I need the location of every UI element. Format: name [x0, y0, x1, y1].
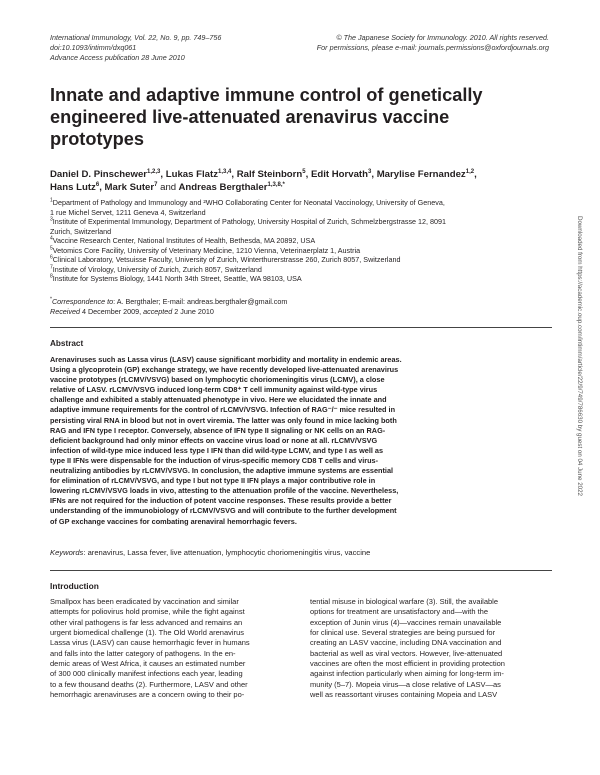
- download-watermark: Downloaded from https://academic.oup.com/intimm/article/22/9/749/786630 by guest on 04 June 2022: [576, 216, 583, 496]
- copyright: © The Japanese Society for Immunology. 2010. All rights reserved.: [336, 33, 549, 42]
- affiliation: $^3$Institute of Experimental Immunology, Department of Pathology, University Hospital of Zurich, Schmelzbergstrasse 12, 8091: [50, 216, 447, 226]
- journal-header-left: [50, 33, 221, 63]
- doi[interactable]: doi:10.1093/intimm/dxq061: [50, 43, 137, 52]
- abstract-body: [50, 355, 555, 527]
- abstract-line: adaptive immune requirements for the control of rLCMV/VSVG. Infection of RAG⁻/⁻ mice resulted in: [50, 405, 396, 415]
- text-line: exception of Junin virus (4)—vaccines remain unavailable: [310, 617, 502, 627]
- text-line: other viral pathogens is far less advanced and remains an: [50, 617, 243, 627]
- text-line: Smallpox has been eradicated by vaccination and similar: [50, 597, 239, 606]
- text-line: well as reassortant viruses containing Mopeia and LASV: [310, 690, 498, 700]
- abstract-line: challenge and exhibited a stably attenuated phenotype in vivo. Here we elucidated the innate and: [50, 395, 387, 405]
- author: Mark Suter$^7$: [104, 181, 158, 193]
- abstract-line: for elimination of rLCMV/VSVG, and type I but not type II IFN plays a major contributive role in: [50, 476, 376, 486]
- text-line: of 300 000 clinically manifest infections each year, leading: [50, 669, 243, 679]
- text-line: to a few thousand deaths (2). Furthermore, LASV and other: [50, 679, 248, 689]
- text-line: options for treatment are unsatisfactory and—with the: [310, 607, 489, 617]
- affiliation: $^8$Institute for Systems Biology, 1441 North 34th Street, Seattle, WA 98103, USA: [50, 273, 302, 283]
- text-line: hemorrhagic arenaviruses are a concern owing to their po-: [50, 690, 245, 700]
- text-line: against infection particularly when aiming for long-term im-: [310, 669, 504, 679]
- received-accepted: Received 4 December 2009, accepted 2 June 2010: [50, 307, 214, 316]
- author: Andreas Bergthaler$^{1,3,8,*}$: [178, 181, 285, 193]
- affiliation-continued: 1 rue Michel Servet, 1211 Geneva 4, Switzerland: [50, 207, 206, 217]
- article-title: Innate and adaptive immune control of genetically engineered live-attenuated arenavirus vaccine prototypes: [50, 85, 483, 149]
- affiliation: $^5$Vetomics Core Facility, University of Veterinary Medicine, 1210 Vienna, Veterinaerplatz 1, Austria: [50, 245, 361, 255]
- abstract-heading: Abstract: [50, 339, 84, 348]
- abstract-line: lowering rLCMV/VSVG loads in vivo, attesting to the attenuation profile of the vaccine. Nevertheless,: [50, 486, 399, 496]
- author: Lukas Flatz$^{1,3,4}$: [165, 168, 232, 180]
- abstract-line: deficient background had only minor effects on vaccine virus load or none at all. rLCMV/VSVG: [50, 435, 378, 445]
- affiliation: $^6$Clinical Laboratory, Vetsuisse Faculty, University of Zurich, Winterthurerstrasse 260, Zurich 8057, Switzerland: [50, 254, 401, 264]
- divider: [50, 327, 552, 328]
- keywords: Keywords: arenavirus, Lassa fever, live attenuation, lymphocytic choriomeningitis virus, vaccine: [50, 548, 371, 557]
- authors-and: and: [160, 182, 177, 193]
- affiliations: [50, 198, 555, 284]
- abstract-line: RAG and IFN type I receptor. Conversely, absence of IFN type II signaling or NK cells on an RAG-: [50, 425, 386, 435]
- text-line: attempts for poliovirus hold promise, while the fight against: [50, 607, 245, 617]
- text-line: creating an LASV vaccine, including DNA vaccination and: [310, 638, 502, 648]
- correspondence: *Correspondence to: A. Bergthaler; E-mail: andreas.bergthaler@gmail.com: [50, 296, 288, 306]
- divider: [50, 570, 552, 571]
- author: Edit Horvath$^3$: [310, 168, 372, 180]
- intro-column-right: [310, 597, 552, 700]
- text-line: demic areas of West Africa, it causes an estimated number: [50, 659, 246, 669]
- abstract-line: type II IFNs were dispensable for the induction of virus-specific memory CD8 T cells and virus-: [50, 455, 379, 465]
- abstract-line: vaccine prototypes (rLCMV/VSVG) based on lymphocytic choriomeningitis virus (LCMV), a close: [50, 375, 385, 385]
- abstract-line: understanding of the immunobiology of rLCMV/VSVG and will contribute to the further development: [50, 506, 397, 516]
- text-line: munity (5–7). Mopeia virus—a close relative of LASV—as: [310, 679, 501, 689]
- abstract-line: persisting viral RNA in blood but not in overt viremia. The latter was only found in mice lacking both: [50, 415, 397, 425]
- text-line: for clinical use. Several strategies are being pursued for: [310, 628, 496, 638]
- journal-header-right: [317, 33, 549, 53]
- abstract-line: neutralizing antibodies by rLCMV/VSVG. In conclusion, the adaptive immune systems are essential: [50, 466, 394, 476]
- abstract-line: Arenaviruses such as Lassa virus (LASV) cause significant morbidity and mortality in endemic areas.: [50, 355, 402, 364]
- correspondence-block: [50, 297, 287, 317]
- abstract-line: Using a glycoprotein (GP) exchange strategy, we have recently developed live-attenuated arenavirus: [50, 365, 399, 375]
- author-list: Daniel D. Pinschewer$^{1,2,3}$, Lukas Flatz$^{1,3,4}$, Ralf Steinborn$^5$, Edit Horvath$^3$, Marylise Fernandez$^{1,2}$, Hans Lutz$^6$, Mark Suter$^7$ and Andreas Bergthaler$^{1,3,8,*}$: [50, 168, 477, 193]
- abstract-line: IFNs are not required for the induction of potent vaccine responses. These results provide a better: [50, 496, 392, 506]
- text-line: bacterial as well as viral vectors. However, live-attenuated: [310, 648, 503, 658]
- text-line: urgent biomedical challenge (1). The Old World arenavirus: [50, 628, 244, 638]
- text-line: and falls into the latter category of pathogens. In the en-: [50, 648, 236, 658]
- abstract-line: infection of wild-type mice induced less type I IFN than did wild-type LCMV, and type I as well as: [50, 445, 384, 455]
- affiliation-continued: Zurich, Switzerland: [50, 226, 112, 236]
- author: Ralf Steinborn$^5$: [236, 168, 306, 180]
- text-line: Lassa virus (LASV) can cause hemorrhagic fever in humans: [50, 638, 250, 648]
- text-line: vaccines are often the most efficient in providing protection: [310, 659, 505, 669]
- author: Hans Lutz$^6$: [50, 181, 100, 193]
- abstract-line: relative of LASV. rLCMV/VSVG induced long-term CD8⁺ T cell immunity against wild-type virus: [50, 385, 378, 395]
- affiliation: $^1$Department of Pathology and Immunology and ²WHO Collaborating Center for Neonatal Vaccinology, University of Geneva,: [50, 197, 445, 207]
- introduction-heading: Introduction: [50, 581, 99, 591]
- advance-access: Advance Access publication 28 June 2010: [50, 53, 185, 62]
- affiliation: $^4$Vaccine Research Center, National Institutes of Health, Bethesda, MA 20892, USA: [50, 235, 316, 245]
- journal-citation: International Immunology, Vol. 22, No. 9, pp. 749–756: [50, 33, 222, 42]
- text-line: tential misuse in biological warfare (3). Still, the available: [310, 597, 499, 606]
- intro-column-left: [50, 597, 292, 700]
- abstract-line: of GP exchange vaccines for combating arenaviral hemorrhagic fevers.: [50, 516, 297, 526]
- affiliation: $^7$Institute of Virology, University of Zurich, Zurich 8057, Switzerland: [50, 264, 262, 274]
- author: Marylise Fernandez$^{1,2}$: [376, 168, 475, 180]
- permissions: For permissions, please e-mail: journals.permissions@oxfordjournals.org: [316, 43, 549, 52]
- author: Daniel D. Pinschewer$^{1,2,3}$: [50, 168, 161, 180]
